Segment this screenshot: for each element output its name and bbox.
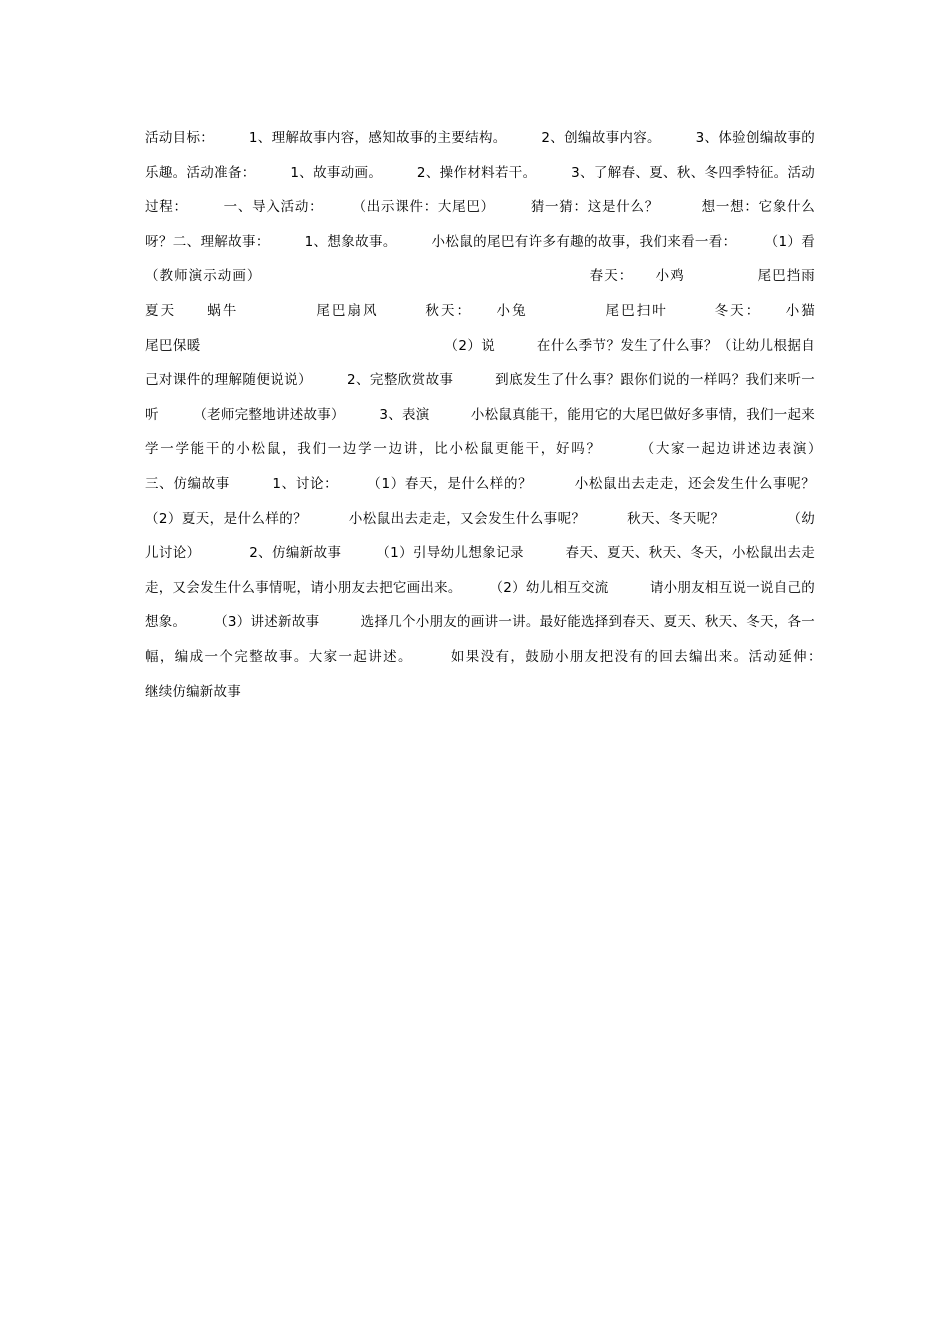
lesson-plan-text: 活动目标： 1、理解故事内容，感知故事的主要结构。 2、创编故事内容。 3、体验创编故事的乐趣。活动准备： 1、故事动画。 2、操作材料若干。 3、了解春、夏、秋、冬四季特征。活动过程： 一、导入活动： （出示课件：大尾巴） 猜一猜：这是什么？ 想一想：它象什么呀？二、理解故事： 1、想象故事。 小松鼠的尾巴有许多有趣的故事，我们来看一看： （1）看（教师演示动画） 春天： 小鸡 尾巴挡雨 夏天 蜗牛 尾巴扇风 秋天： 小兔 尾巴扫叶 冬天： 小猫 尾巴保暖 （2）说 在什么季节？发生了什么事？（让幼儿根据自己对课件的理解随便说说） 2、完整欣赏故事 到底发生了什么事？跟你们说的一样吗？我们来听一听 （老师完整地讲述故事） 3、表演 小松鼠真能干，能用它的大尾巴做好多事情，我们一起来学一学能干的小松鼠，我们一边学一边讲，比小松鼠更能干，好吗？ （大家一起边讲述边表演） 三、仿编故事 1、讨论： （1）春天，是什么样的？ 小松鼠出去走走，还会发生什么事呢？（2）夏天，是什么样的？ 小松鼠出去走走，又会发生什么事呢？ 秋天、冬天呢？ （幼儿讨论） 2、仿编新故事 （1）引导幼儿想象记录 春天、夏天、秋天、冬天，小松鼠出去走走，又会发生什么事情呢，请小朋友去把它画出来。 （2）幼儿相互交流 请小朋友相互说一说自己的想象。 （3）讲述新故事 选择几个小朋友的画讲一讲。最好能选择到春天、夏天、秋天、冬天，各一幅，编成一个完整故事。大家一起讲述。 如果没有，鼓励小朋友把没有的回去编出来。活动延伸： 继续仿编新故事 <box>145 130 884 700</box>
